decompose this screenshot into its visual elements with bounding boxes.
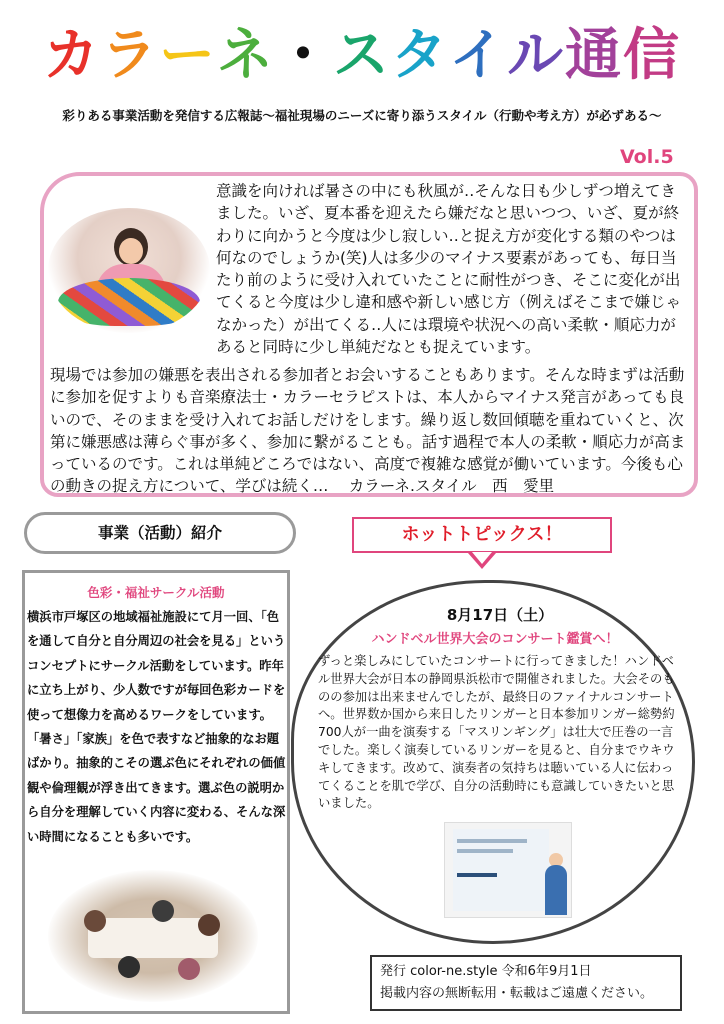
title-char: ス xyxy=(333,23,391,88)
author-face xyxy=(119,238,143,264)
newsletter-subtitle: 彩りある事業活動を発信する広報誌～福祉現場のニーズに寄り添うスタイル（行動や考え方）が必ずある～ xyxy=(62,108,662,123)
circle-activity-photo xyxy=(48,870,258,1002)
title-char: タ xyxy=(391,23,449,88)
banner-text-line xyxy=(457,873,497,877)
event-photo xyxy=(444,822,572,918)
title-char: ラ xyxy=(101,23,159,88)
title-char: ル xyxy=(507,23,565,88)
participant xyxy=(84,910,106,932)
event-date: 8月17日（土） xyxy=(446,606,554,624)
title-char: イ xyxy=(449,23,507,88)
title-char: 信 xyxy=(623,23,681,88)
participant xyxy=(152,900,174,922)
color-cards-image xyxy=(58,278,200,326)
newsletter-title xyxy=(0,20,724,92)
person-body xyxy=(545,865,567,915)
intro-text-lower: 現場では参加の嫌悪を表出される参加者とお会いすることもあります。そんな時まずは活動に参加を促すよりも音楽療法士・カラーセラピストは、本人からマイナス発言があっても良いので、そのままを受け入れてお話しだけをします。繰り返し数回傾聴を重ねていくと、次第に嫌悪感は薄らぐ事が多く、参加に繋がることも。話す過程で本人の柔軟・順応力が高まっているのです。これは単純どころではない、高度で複雑な感覚が働いています。今後も心の動きの捉え方について、学びは続く… カラーネ.スタイル 西 愛里 xyxy=(50,366,686,496)
event-text: ずっと楽しみにしていたコンサートに行ってきました！ハンドベル世界大会が日本の静岡県浜松市で開催されました。大会そのものの参加は出来ませんでしたが、最終日のファイナルコンサートへ。世界数か国から来日したリンガーと日本参加リンガー総勢約700人が一曲を演奏する「マスリンギング」は壮大で圧巻の一言でした。楽しく演奏しているリンガーを見ると、自分までウキウキしてきます。改めて、演奏者の気持ちは聴いている人に伝わってくることを肌で学び、自分の活動時にも意識していきたいと思いました。 xyxy=(318,654,675,811)
author-photo xyxy=(48,208,210,333)
banner-text-line xyxy=(457,839,527,843)
copyright-notice: 掲載内容の無断転用・転載はご遠慮ください。 xyxy=(380,986,654,1001)
volume-number: Vol.5 xyxy=(620,146,674,168)
title-char: 通 xyxy=(565,23,623,88)
banner-text-line xyxy=(457,849,513,853)
participant xyxy=(198,914,220,936)
publisher-info: 発行 color-ne.style 令和6年9月1日 xyxy=(380,964,592,979)
title-char: ー xyxy=(159,23,217,88)
title-char: ・ xyxy=(275,23,333,88)
hot-topics-arrow-inner xyxy=(472,552,492,564)
participant xyxy=(178,958,200,980)
circle-activity-text: 横浜市戸塚区の地域福祉施設にて月一回、「色を通して自分と自分周辺の社会を見る」というコンセプトにサークル活動をしています。昨年に立ち上がり、少人数ですが毎回色彩カードを使って想像力を高めるワークをしています。「暑さ」「家族」を色で表すなど抽象的なお題ばかり。抽象的こその選ぶ色にそれぞれの価値観や倫理観が浮き出てきます。選ぶ色の説明から自分を理解していく内容に変わる、そんな深い時間になることも多いです。 xyxy=(27,610,286,844)
circle-activity-title: 色彩・福祉サークル活動 xyxy=(87,585,225,600)
title-char: カ xyxy=(43,23,101,88)
intro-text-upper: 意識を向ければ暑さの中にも秋風が‥そんな日も少しずつ増えてきました。いざ、夏本番を迎えたら嫌だなと思いつつ、いざ、夏が終わりに向かうと今度は少し寂しい‥と捉え方が変化する類のやつは何なのでしょうか(笑)人は多少のマイナス要素があっても、毎日当たり前のように受け入れていたことに耐性がつき、そこに変化が出てくると今度は少し違和感や新しい感じ方（例えばそこまで嫌じゃなかった）が出てくる‥人には環境や状況への高い柔軟・順応力があると同時に少し単純だなとも捉えています。 xyxy=(216,182,682,357)
activities-section-label: 事業（活動）紹介 xyxy=(24,512,296,554)
participant xyxy=(118,956,140,978)
event-bubble-notch xyxy=(612,574,652,602)
title-char: ネ xyxy=(217,23,275,88)
hot-topics-label: ホットトピックス！ xyxy=(352,517,612,553)
event-title: ハンドベル世界大会のコンサート鑑賞へ！ xyxy=(371,632,619,647)
